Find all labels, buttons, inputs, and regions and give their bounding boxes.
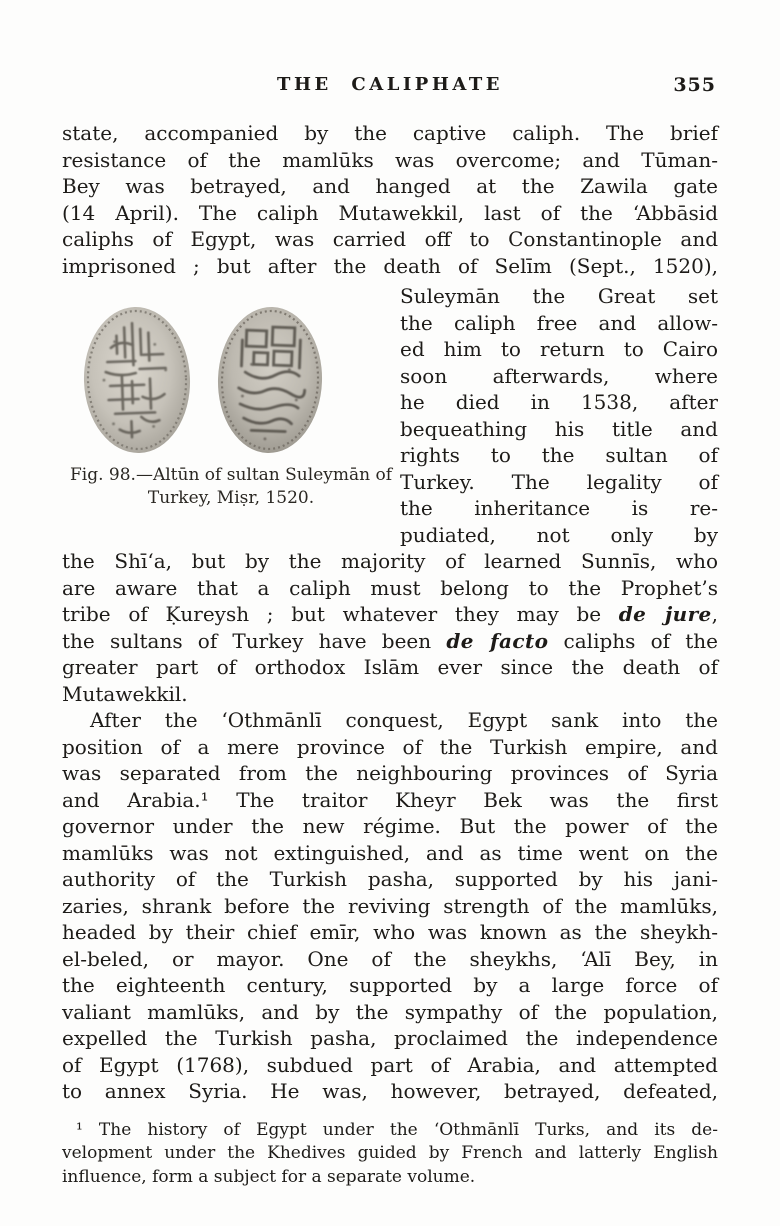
paragraph-1-continued	[62, 548, 718, 707]
text-line: tribe of Ḳureysh ; but whatever they may be de jure,	[62, 602, 718, 626]
text-line: mamlūks was not extinguished, and as time went on the	[62, 840, 718, 865]
coin-obverse-image	[82, 305, 192, 455]
text-line: governor under the new régime. But the power of the	[62, 814, 718, 838]
figure-caption	[62, 464, 400, 510]
paragraph-2	[62, 707, 718, 1105]
side-column-text	[400, 283, 718, 548]
coin-reverse-image	[215, 305, 325, 455]
text-line: velopment under the Khedives guided by French and latterly English	[62, 1143, 718, 1163]
text-line: are aware that a caliph must belong to the Prophet’s	[62, 575, 718, 600]
text-line: the caliph free and allow-	[400, 310, 718, 335]
text-line: Suleymān the Great set	[400, 284, 718, 308]
running-header-title: THE CALIPHATE	[277, 74, 503, 95]
text-line: headed by their chief emīr, who was known as the sheykh-	[62, 920, 718, 944]
text-line: After the ‘Othmānlī conquest, Egypt sank into the	[90, 708, 718, 732]
text-line: Turkey. The legality of	[400, 469, 718, 494]
text-line: pudiated, not only by	[400, 522, 718, 547]
text-line: to annex Syria. He was, however, betrayed, defeated,	[62, 1079, 718, 1103]
text-line: authority of the Turkish pasha, supported by his jani-	[62, 867, 718, 891]
text-line: ed him to return to Cairo	[400, 337, 718, 361]
text-line: and Arabia.¹ The traitor Kheyr Bek was the first	[62, 787, 718, 812]
body-text	[62, 120, 718, 1189]
running-header	[62, 74, 718, 100]
footnote	[62, 1119, 718, 1190]
text-line: greater part of orthodox Islām ever since the death of	[62, 655, 718, 679]
coin-images	[62, 305, 400, 455]
text-line: rights to the sultan of	[400, 443, 718, 467]
text-line: expelled the Turkish pasha, proclaimed the independence	[62, 1026, 718, 1050]
text-line: the sultans of Turkey have been de facto caliphs of the	[62, 628, 718, 653]
text-line: Mutawekkil.	[62, 681, 188, 706]
text-line: state, accompanied by the captive caliph. The brief	[62, 121, 718, 145]
text-line: the inheritance is re-	[400, 496, 718, 520]
text-line: the Shī‘a, but by the majority of learned Sunnīs, who	[62, 549, 718, 573]
text-line: of Egypt (1768), subdued part of Arabia, and attempted	[62, 1052, 718, 1077]
paragraph-1	[62, 120, 718, 279]
text-line: zaries, shrank before the reviving strength of the mamlūks,	[62, 893, 718, 918]
text-line: valiant mamlūks, and by the sympathy of the population,	[62, 999, 718, 1024]
text-line: el-beled, or mayor. One of the sheykhs, ‘Alī Bey, in	[62, 946, 718, 971]
figure-row	[62, 283, 718, 548]
text-line: position of a mere province of the Turkish empire, and	[62, 734, 718, 759]
text-line: soon afterwards, where	[400, 363, 718, 388]
text-line: the eighteenth century, supported by a large force of	[62, 973, 718, 997]
text-line: imprisoned ; but after the death of Selīm (Sept., 1520),	[62, 253, 718, 278]
page-number: 355	[673, 74, 716, 96]
text-line: (14 April). The caliph Mutawekkil, last of the ‘Abbāsid	[62, 200, 718, 225]
figure-caption-line-1: Fig. 98.—Altūn of sultan Suleymān of	[70, 465, 392, 485]
text-line: bequeathing his title and	[400, 416, 718, 441]
text-line: caliphs of Egypt, was carried off to Constantinople and	[62, 227, 718, 251]
text-line: was separated from the neighbouring provinces of Syria	[62, 761, 718, 785]
text-line: influence, form a subject for a separate volume.	[62, 1166, 476, 1187]
figure-caption-line-2: Turkey, Miṣr, 1520.	[147, 488, 315, 508]
text-line: ¹ The history of Egypt under the ‘Othmānlī Turks, and its de-	[76, 1119, 718, 1140]
text-line: he died in 1538, after	[400, 390, 718, 414]
figure-coins	[62, 283, 400, 548]
text-line: Bey was betrayed, and hanged at the Zawila gate	[62, 174, 718, 198]
text-line: resistance of the mamlūks was overcome; and Tūman-	[62, 147, 718, 172]
